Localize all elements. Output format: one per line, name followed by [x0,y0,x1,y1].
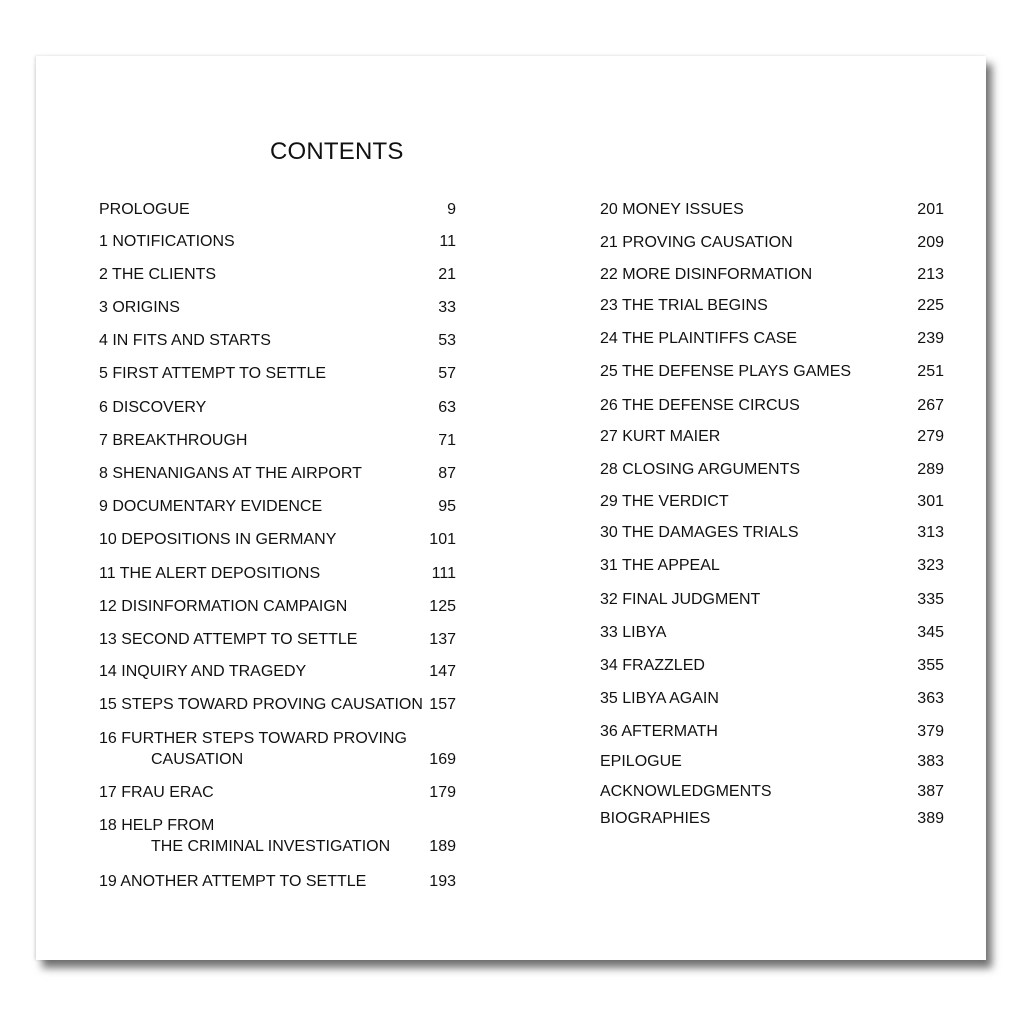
toc-entry-title: BIOGRAPHIES [600,810,711,827]
toc-entry-page: 101 [429,531,456,548]
toc-entry-page: 201 [917,201,944,218]
toc-entry-title: 11 THE ALERT DEPOSITIONS [99,565,321,582]
toc-entry-page: 389 [917,810,944,827]
toc-entry-page: 147 [429,663,456,680]
toc-entry-title: 31 THE APPEAL [600,557,720,574]
toc-entry[interactable] [99,728,459,770]
toc-entry-title: 10 DEPOSITIONS IN GERMANY [99,531,337,548]
toc-entry-title: 33 LIBYA [600,624,667,641]
toc-entry-page: 301 [917,493,944,510]
toc-entry-title: 18 HELP FROM [99,817,215,834]
toc-entry-page: 279 [917,428,944,445]
toc-entry-page: 63 [438,399,456,416]
toc-entry-page: 189 [429,838,456,855]
toc-entry-page: 53 [438,332,456,349]
toc-entry-page: 95 [438,498,456,515]
toc-entry-page: 193 [429,873,456,890]
toc-entry-page: 383 [917,753,944,770]
toc-entry-page: 157 [429,696,456,713]
toc-entry-page: 267 [917,397,944,414]
toc-entry-page: 313 [917,524,944,541]
toc-entry-title: 2 THE CLIENTS [99,266,217,283]
toc-entry-title: 5 FIRST ATTEMPT TO SETTLE [99,365,327,382]
toc-entry-title: 32 FINAL JUDGMENT [600,591,761,608]
toc-entry-page: 137 [429,631,456,648]
toc-entry-title: 13 SECOND ATTEMPT TO SETTLE [99,631,358,648]
toc-entry-page: 125 [429,598,456,615]
toc-entry-page: 363 [917,690,944,707]
toc-entry-page: 87 [438,465,456,482]
toc-entry-title: 8 SHENANIGANS AT THE AIRPORT [99,465,362,482]
toc-entry-page: 335 [917,591,944,608]
toc-entry-title: 21 PROVING CAUSATION [600,234,793,251]
toc-entry-page: 11 [439,233,456,250]
toc-entry-title: 7 BREAKTHROUGH [99,432,248,449]
toc-entry-page: 251 [917,363,944,380]
toc-entry-title: 19 ANOTHER ATTEMPT TO SETTLE [99,873,367,890]
toc-entry-title: 3 ORIGINS [99,299,180,316]
toc-entry-page: 33 [438,299,456,316]
toc-entry-title: 30 THE DAMAGES TRIALS [600,524,799,541]
toc-entry-title: 20 MONEY ISSUES [600,201,744,218]
toc-entry-title: 34 FRAZZLED [600,657,705,674]
toc-entry-title: 29 THE VERDICT [600,493,729,510]
toc-entry-title: 17 FRAU ERAC [99,784,214,801]
toc-entry-title: ACKNOWLEDGMENTS [600,783,772,800]
toc-entry-title: 23 THE TRIAL BEGINS [600,297,768,314]
toc-entry-title: PROLOGUE [99,201,190,218]
toc-entry-title: 22 MORE DISINFORMATION [600,266,813,283]
toc-entry-page: 379 [917,723,944,740]
toc-entry-title: 12 DISINFORMATION CAMPAIGN [99,598,348,615]
toc-entry-page: 213 [917,266,944,283]
contents-page [36,56,986,960]
toc-entry-page: 169 [429,751,456,768]
toc-entry-page: 71 [438,432,456,449]
toc-entry-title: 36 AFTERMATH [600,723,718,740]
toc-entry-title: 16 FURTHER STEPS TOWARD PROVING [99,730,407,747]
toc-entry-page: 225 [917,297,944,314]
toc-entry-title: 26 THE DEFENSE CIRCUS [600,397,800,414]
toc-entry-title: 25 THE DEFENSE PLAYS GAMES [600,363,852,380]
toc-entry-page: 179 [429,784,456,801]
toc-entry-page: 289 [917,461,944,478]
toc-entry-page: 21 [438,266,456,283]
toc-entry-title-continued: THE CRIMINAL INVESTIGATION [151,838,391,855]
toc-entry-title: EPILOGUE [600,753,682,770]
toc-entry-page: 239 [917,330,944,347]
toc-entry-page: 355 [917,657,944,674]
toc-entry-title-continued: CAUSATION [151,751,244,768]
toc-entry-title: 14 INQUIRY AND TRAGEDY [99,663,307,680]
toc-entry-title: 4 IN FITS AND STARTS [99,332,271,349]
toc-entry-title: 24 THE PLAINTIFFS CASE [600,330,798,347]
page-title: CONTENTS [270,138,404,165]
toc-entry-title: 28 CLOSING ARGUMENTS [600,461,801,478]
toc-entry-title: 9 DOCUMENTARY EVIDENCE [99,498,323,515]
toc-entry-page: 111 [431,565,456,582]
toc-entry-page: 209 [917,234,944,251]
toc-entry-page: 323 [917,557,944,574]
toc-entry-title: 6 DISCOVERY [99,399,207,416]
toc-entry-title: 27 KURT MAIER [600,428,721,445]
toc-entry-title: 35 LIBYA AGAIN [600,690,719,707]
toc-entry-page: 387 [917,783,944,800]
toc-entry-title: 1 NOTIFICATIONS [99,233,235,250]
toc-entry-page: 9 [447,201,456,218]
toc-entry-page: 57 [438,365,456,382]
toc-entry-title: 15 STEPS TOWARD PROVING CAUSATION [99,696,423,713]
toc-entry[interactable] [99,815,459,857]
toc-entry-page: 345 [917,624,944,641]
